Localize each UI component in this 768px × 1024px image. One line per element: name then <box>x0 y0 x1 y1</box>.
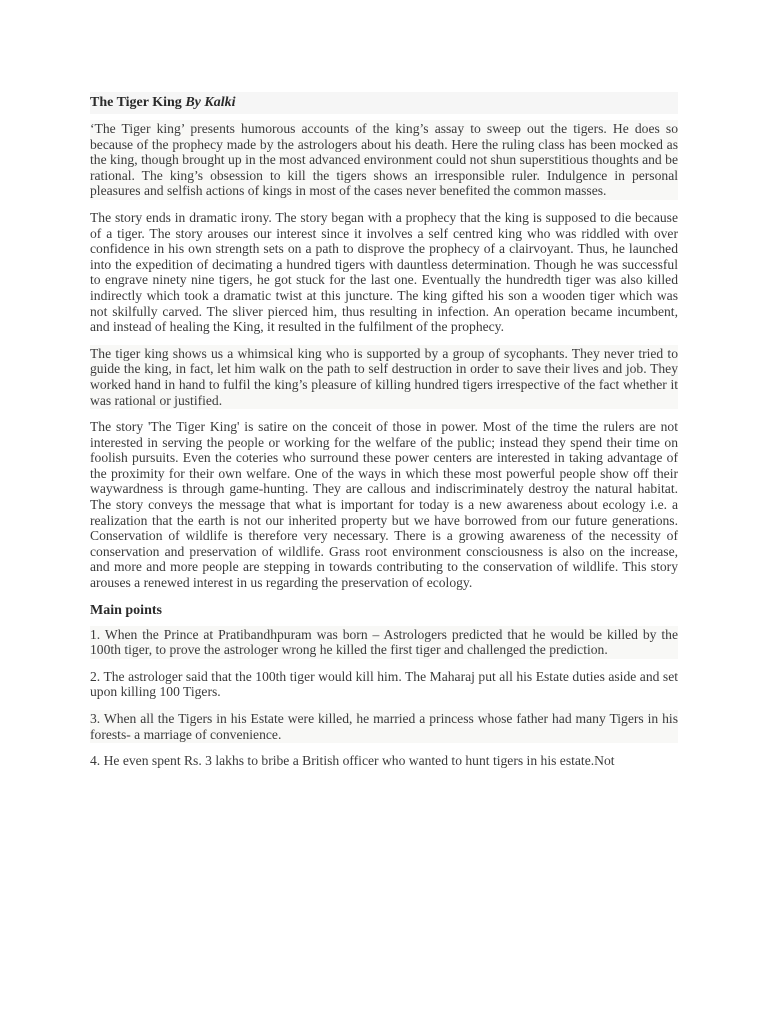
paragraph-4: The story 'The Tiger King' is satire on the conceit of those in power. Most of the time the rulers are not interested in serving the people or working for the welfare of the public; instead they spend their time on foolish pursuits. Even the coteries who surround these power centers are interested in taking advantage of the proximity for their own welfare. One of the ways in which these most powerful people show off their waywardness is through game-hunting. They are callous and indiscriminately destroy the natural habitat. The story conveys the message that what is important for today is a new awareness about ecology i.e. a realization that the earth is not our inherited property but we have borrowed from our future generations. Conservation of wildlife is therefore very necessary. There is a growing awareness of the necessity of conservation and preservation of wildlife. Grass root environment consciousness is also on the increase, and more and more people are stepping in towards contributing to the conservation of wildlife. This story arouses a renewed interest in us regarding the preservation of ecology. <box>90 419 678 591</box>
title-text: The Tiger King <box>90 95 182 110</box>
paragraph-1: ‘The Tiger king’ presents humorous accounts of the king’s assay to sweep out the tigers. He does so because of the prophecy made by the astrologers about his death. Here the ruling class has been mocked as the king, though brought up in the most advanced environment could not shun superstitious thoughts and be rational. The king’s obsession to kill the tigers shows an irresponsible ruler. Indulgence in personal pleasures and selfish actions of kings in most of the cases never benefited the common masses. <box>90 121 678 199</box>
document-body <box>90 92 678 779</box>
main-point-2: 2. The astrologer said that the 100th tiger would kill him. The Maharaj put all his Estate duties aside and set upon killing 100 Tigers. <box>90 668 678 700</box>
main-point-4: 4. He even spent Rs. 3 lakhs to bribe a British officer who wanted to hunt tigers in his estate.Not <box>90 753 615 769</box>
document-title <box>90 92 678 114</box>
paragraph-2: The story ends in dramatic irony. The story began with a prophecy that the king is supposed to die because of a tiger. The story arouses our interest since it involves a self centred king who was riddled with over confidence in his own strength sets on a path to disprove the prophecy of a clairvoyant. Thus, he launched into the expedition of decimating a hundred tigers with dauntless determination. Though he was successful to engrave ninety nine tigers, he got stuck for the last one. Eventually the hundredth tiger was also killed indirectly which took a dramatic twist at this juncture. The king gifted his son a wooden tiger which was not skilfully carved. The sliver pierced him, thus resulting in infection. An operation became incumbent, and instead of healing the King, it resulted in the fulfilment of the prophecy. <box>90 209 678 335</box>
main-points-heading: Main points <box>90 602 162 618</box>
main-point-3: 3. When all the Tigers in his Estate were killed, he married a princess whose father had many Tigers in his forests- a marriage of convenience. <box>90 711 678 742</box>
main-point-1: 1. When the Prince at Pratibandhpuram was born – Astrologers predicted that he would be killed by the 100th tiger, to prove the astrologer wrong he killed the first tiger and challenged the prediction. <box>90 626 678 658</box>
paragraph-3: The tiger king shows us a whimsical king who is supported by a group of sycophants. They never tried to guide the king, in fact, let him walk on the path to self destruction in order to save their lives and job. They worked hand in hand to fulfil the king’s pleasure of killing hundred tigers irrespective of the fact whether it was rational or justified. <box>90 345 678 408</box>
title-author: By Kalki <box>185 95 236 110</box>
